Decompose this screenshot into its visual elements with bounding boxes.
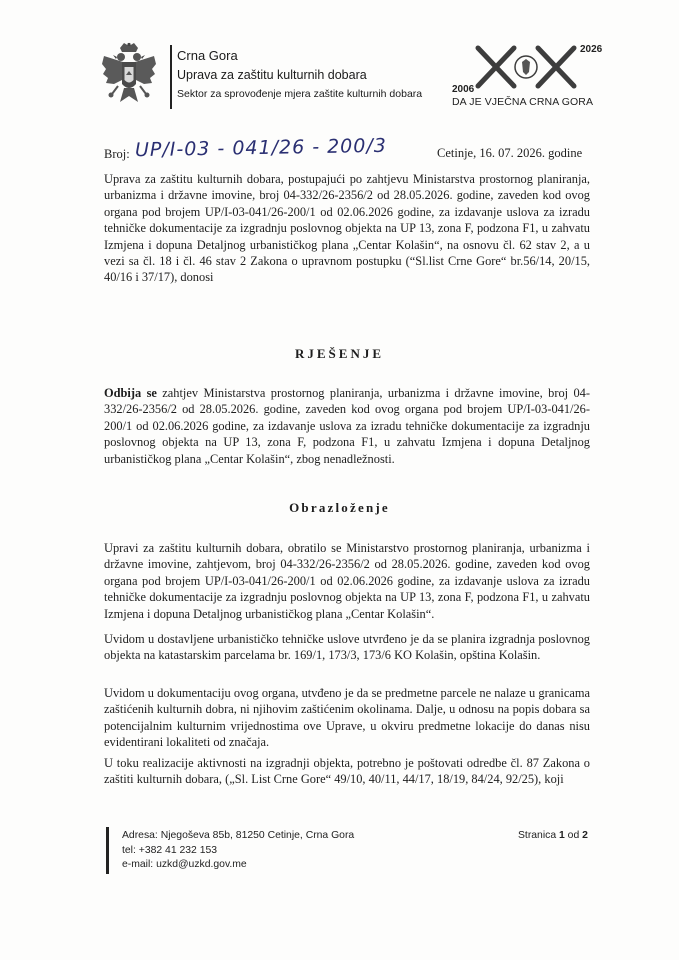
page-total: 2 (582, 830, 588, 841)
document-date: Cetinje, 16. 07. 2026. godine (437, 146, 583, 160)
reference-number (104, 134, 388, 169)
footer-address: Adresa: Njegoševa 85b, 81250 Cetinje, Crna Gora (122, 830, 355, 841)
page-current: 1 (559, 830, 565, 841)
anniversary-year-top: 2026 (580, 44, 603, 55)
footer-divider (106, 827, 109, 874)
header-sector: Sektor za sprovođenje mjera zaštite kulturnih dobara (177, 88, 423, 100)
page-counter-mid: od (564, 830, 583, 841)
anniversary-year-left: 2006 (452, 84, 475, 95)
reasoning-paragraph: U toku realizacije aktivnosti na izgradnji objekta, potrebno je poštovati odredbe čl. 87 Zakona o zaštiti kulturnih dobara, („Sl. List Crne Gore“ 49/10, 40/11, 44/17, 18/19, 84/24, 92/25), koji (104, 756, 590, 787)
footer-email: e-mail: uzkd@uzkd.gov.me (122, 859, 247, 870)
reasoning-paragraph: Uvidom u dostavljene urbanističko tehničke uslove utvrđeno je da se planira izgradnja poslovnog objekta na katastarskim parcelama br. 169/1, 173/3, 173/6 KO Kolašin, opština Kolašin. (104, 632, 590, 663)
reasoning-paragraph: Uvidom u dokumentaciju ovog organa, utvđeno je da se predmetne parcele ne nalaze u granicama zaštićenih kulturnih dobra, ni njihovim zaštićenim okolinama. Dalje, u odnosu na popis dobara sa potencijalnim kulturnim vrijednostima ove Uprave, u okviru predmetne lokacije do danas nisu evidentirani lokaliteti od značaja. (104, 686, 590, 750)
reasoning-heading: Obrazloženje (289, 500, 390, 515)
page-counter (518, 830, 588, 841)
header-divider (170, 45, 172, 109)
decision-heading: RJEŠENJE (294, 346, 385, 361)
decision-paragraph (104, 385, 590, 467)
intro-paragraph: Uprava za zaštitu kulturnih dobara, postupajući po zahtjevu Ministarstva prostornog planiranja, urbanizma i državne imovine, broj 04-332/26-2356/2 od 28.05.2026. godine, zaveden kod ovog organa pod brojem UP/I-03-041/26-200/1 od 02.06.2026 godine, za izdavanje uslova za izradu tehničke dokumentacije za izgradnju poslovnog objekta na UP 13, zona F, podzona F1, u zahvatu Izmjena i dopuna Detaljnog urbanističkog plana „Centar Kolašin“, na osnovu čl. 62 stav 2, a u vezi sa čl. 18 i čl. 46 stav 2 Zakona o upravnom postupku (“Sl.list Crne Gore“ br.56/14, 20/15, 40/16 i 37/17), donosi (104, 172, 590, 285)
reference-number-label: Broj: (104, 147, 130, 161)
anniversary-slogan: DA JE VJEČNA CRNA GORA (452, 96, 594, 108)
coat-of-arms-icon (100, 42, 158, 112)
footer-contact (122, 829, 354, 873)
reasoning-paragraph: Upravi za zaštitu kulturnih dobara, obratilo se Ministarstvo prostornog planiranja, urbanizma i državne imovine, zahtjevom, broj 04-332/26-2356/2 od 28.05.2026. godine, zaveden kod ovog organa pod brojem UP/I-03-041/26-200/1 od 02.06.2026 godine, za izdavanje uslova za izradu tehničke dokumentacije za izgradnju poslovnog objekta na UP 13, zona F, podzona F1, u zahvatu Izmjena i dopuna Detaljnog urbanističkog plana „Centar Kolašin“. (104, 541, 590, 621)
decision-text: zahtjev Ministarstva prostornog planiranja, urbanizma i državne imovine, broj 04-332/26-2356/2 od 28.05.2026. godine, zaveden kod ovog organa pod brojem UP/I-03-041/26-200/1 od 02.06.2026 godine, za izdavanje uslova za izradu tehničke dokumentacije za izgradnju poslovnog objekta na UP 13, zona F, podzona F1, u zahvatu Izmjena i dopuna Detaljnog urbanističkog plana „Centar Kolašin“, zbog nenadležnosti. (104, 386, 590, 466)
page-counter-prefix: Stranica (518, 830, 560, 841)
header-country: Crna Gora (177, 48, 238, 63)
decision-lead: Odbija se (104, 386, 157, 400)
header-institution-block (177, 47, 422, 103)
reference-number-handwritten: UP/I-03 - 041/26 - 200/3 (134, 134, 388, 162)
footer-phone: tel: +382 41 232 153 (122, 844, 218, 856)
header-institution: Uprava za zaštitu kulturnih dobara (177, 68, 367, 82)
